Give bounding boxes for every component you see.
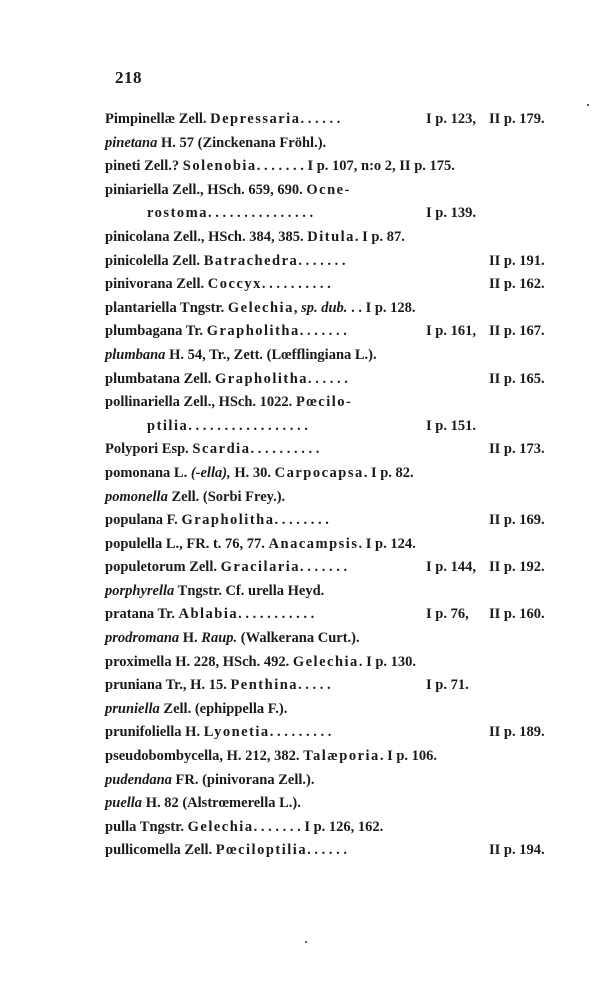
volume-two-reference: II p. 179. xyxy=(489,111,545,127)
index-entry xyxy=(105,627,565,651)
entry-text: H. 54, Tr., Zett. (Lœfflingiana L.). xyxy=(165,346,377,363)
entry-text: pinivorana Zell. xyxy=(105,276,208,293)
entry-text: . I p. 82. xyxy=(363,464,414,481)
volume-two-reference: II p. 173. xyxy=(489,441,545,458)
italic-name: pomonella xyxy=(105,488,168,505)
volume-two-reference: II p. 194. xyxy=(489,842,545,859)
entry-text: H. 57 (Zinckenana Fröhl.). xyxy=(157,134,327,151)
index-entry xyxy=(105,698,565,722)
entry-text: plantariella Tngstr. xyxy=(105,299,228,316)
volume-one-reference: I p. 71. xyxy=(426,677,469,694)
entry-text: . . . . . . . . . xyxy=(269,724,332,741)
italic-name: pudendana xyxy=(105,771,172,788)
volume-two-reference: II p. 160. xyxy=(489,606,545,623)
index-entry xyxy=(105,556,565,580)
index-entry xyxy=(105,533,565,557)
index-entry xyxy=(105,108,565,132)
entry-text: . . . . . . . xyxy=(299,323,347,340)
entry-text: . . . . . . xyxy=(308,370,348,387)
genus-name: Pœcilo- xyxy=(295,394,353,411)
italic-name: prodromana xyxy=(105,630,180,647)
stray-dot-mark xyxy=(305,941,307,943)
index-entry xyxy=(105,202,565,226)
index-entry xyxy=(105,721,565,745)
italic-name: porphyrella xyxy=(105,582,175,599)
entry-text: populetorum Zell. xyxy=(105,559,221,576)
genus-name: rostoma xyxy=(147,205,208,222)
genus-name: Gelechia xyxy=(187,818,254,835)
index-entry xyxy=(105,297,565,321)
index-entry xyxy=(105,839,565,863)
index-entry xyxy=(105,816,565,840)
index-entry xyxy=(105,674,565,698)
index-entry xyxy=(105,462,565,486)
genus-name: Ocne- xyxy=(306,181,351,198)
entry-text: . . . . . . . . . . . xyxy=(238,606,315,623)
genus-name: Gelechia xyxy=(227,299,294,316)
genus-name: Penthina xyxy=(230,677,299,694)
entry-text: . . I p. 128. xyxy=(347,299,416,316)
entry-text: Pimpinellæ Zell. xyxy=(105,111,211,127)
entry-text: . I p. 124. xyxy=(358,535,416,552)
italic-name: Raup. xyxy=(201,630,238,647)
entry-text: H. xyxy=(179,630,202,647)
volume-one-reference: I p. 144, xyxy=(426,559,476,576)
volume-one-reference: I p. 123, xyxy=(426,111,476,127)
genus-name: Ablabia xyxy=(178,606,239,623)
volume-one-reference: I p. 161, xyxy=(426,323,476,340)
entry-text: pseudobombycella, H. 212, 382. xyxy=(105,748,304,765)
volume-two-reference: II p. 191. xyxy=(489,252,545,269)
index-entry xyxy=(105,580,565,604)
genus-name: Grapholitha xyxy=(214,370,309,387)
page-number: 218 xyxy=(115,68,142,87)
index-entry xyxy=(105,651,565,675)
entry-text: . . . . . . . xyxy=(300,559,348,576)
entry-text: proximella H. 228, HSch. 492. xyxy=(105,653,293,670)
genus-name: Depressaria xyxy=(210,111,301,127)
volume-two-reference: II p. 192. xyxy=(489,559,545,576)
entry-text: pinicolella Zell. xyxy=(105,252,204,269)
genus-name: Solenobia xyxy=(182,158,257,175)
index-entry xyxy=(105,769,565,793)
italic-name: plumbana xyxy=(105,346,166,363)
genus-name: Carpocapsa xyxy=(274,464,364,481)
italic-name: pinetana xyxy=(105,134,158,151)
entry-text: pratana Tr. xyxy=(105,606,179,623)
entry-text: . . . . . . . . . . . . . . . xyxy=(207,205,314,222)
entry-text: . I p. 130. xyxy=(358,653,417,670)
entry-text: . . . . . . . . xyxy=(274,512,329,529)
volume-two-reference: II p. 189. xyxy=(489,724,545,741)
index-entry xyxy=(105,391,565,415)
genus-name: Ditula xyxy=(307,228,355,245)
volume-two-reference: II p. 169. xyxy=(489,512,545,529)
volume-two-reference: II p. 165. xyxy=(489,370,545,387)
index-entry xyxy=(105,509,565,533)
entry-text: Zell. (Sorbi Frey.). xyxy=(167,488,286,505)
entry-text: . . . . . . xyxy=(307,842,347,859)
entry-text: . . . . . . . I p. 126, 162. xyxy=(253,818,384,835)
index-entry xyxy=(105,132,565,156)
stray-dot-mark xyxy=(587,104,589,106)
entry-text: . . . . . . . xyxy=(298,252,346,269)
entry-text: prunifoliella H. xyxy=(105,724,204,741)
index-entry xyxy=(105,792,565,816)
volume-two-reference: II p. 167. xyxy=(489,323,545,340)
index-entries xyxy=(105,108,565,863)
entry-text: . . . . . . xyxy=(300,111,341,127)
index-entry xyxy=(105,368,565,392)
entry-text: . . . . . . . . . . xyxy=(250,441,320,458)
index-entry xyxy=(105,155,565,179)
entry-text: populella L., FR. t. 76, 77. xyxy=(105,535,269,552)
genus-name: Lyonetia xyxy=(203,724,270,741)
entry-text: pinicolana Zell., HSch. 384, 385. xyxy=(105,228,308,245)
entry-text: populana F. xyxy=(105,512,182,529)
italic-name: sp. dub. xyxy=(301,299,348,316)
entry-text: plumbatana Zell. xyxy=(105,370,215,387)
genus-name: Grapholitha xyxy=(206,323,300,340)
index-entry xyxy=(105,273,565,297)
genus-name: Anacampsis xyxy=(268,535,359,552)
entry-text: pineti Zell.? xyxy=(105,158,183,175)
genus-name: Talæporia xyxy=(303,748,380,765)
index-entry xyxy=(105,226,565,250)
entry-text: . . . . . . . . . . . . . . . . . xyxy=(188,417,308,434)
index-entry xyxy=(105,438,565,462)
index-entry xyxy=(105,250,565,274)
entry-text: . I p. 106. xyxy=(379,748,438,765)
volume-one-reference: I p. 151. xyxy=(426,417,476,434)
index-entry xyxy=(105,603,565,627)
genus-name: Gracilaria xyxy=(220,559,301,576)
entry-text: pomonana L. xyxy=(105,464,191,481)
genus-name: Grapholitha xyxy=(181,512,275,529)
entry-text: . . . . . . . I p. 107, n:o 2, II p. 175. xyxy=(256,158,455,175)
index-entry xyxy=(105,415,565,439)
entry-text: Tngstr. Cf. urella Heyd. xyxy=(174,582,325,599)
entry-text: Polypori Esp. xyxy=(105,441,193,458)
volume-one-reference: I p. 139. xyxy=(426,205,476,222)
italic-name: (-ella), xyxy=(190,464,231,481)
index-entry xyxy=(105,344,565,368)
entry-text: pullicomella Zell. xyxy=(105,842,216,859)
entry-text: Zell. (ephippella F.). xyxy=(159,700,288,717)
entry-text: FR. (pinivorana Zell.). xyxy=(171,771,315,788)
entry-text: H. 30. xyxy=(230,464,275,481)
index-entry xyxy=(105,320,565,344)
entry-text: . . . . . . . . . . xyxy=(261,276,331,293)
genus-name: Gelechia xyxy=(292,653,359,670)
italic-name: puella xyxy=(105,795,143,812)
entry-text: (Walkerana Curt.). xyxy=(237,630,360,647)
entry-text: pulla Tngstr. xyxy=(105,818,188,835)
entry-text: piniariella Zell., HSch. 659, 690. xyxy=(105,181,307,198)
entry-text: . . . . . xyxy=(298,677,331,694)
entry-text: pollinariella Zell., HSch. 1022. xyxy=(105,394,296,411)
entry-text: . I p. 87. xyxy=(354,228,405,245)
genus-name: Pœciloptilia xyxy=(215,842,308,859)
volume-one-reference: I p. 76, xyxy=(426,606,469,623)
genus-name: Scardia xyxy=(192,441,251,458)
entry-text: H. 82 (Alstrœmerella L.). xyxy=(142,795,301,812)
entry-text: , xyxy=(293,299,302,316)
genus-name: Coccyx xyxy=(207,276,262,293)
genus-name: ptilia xyxy=(147,417,189,434)
entry-text: plumbagana Tr. xyxy=(105,323,207,340)
entry-text: pruniana Tr., H. 15. xyxy=(105,677,231,694)
volume-two-reference: II p. 162. xyxy=(489,276,545,293)
index-entry xyxy=(105,179,565,203)
italic-name: pruniella xyxy=(105,700,160,717)
index-entry xyxy=(105,745,565,769)
index-entry xyxy=(105,486,565,510)
genus-name: Batrachedra xyxy=(203,252,299,269)
